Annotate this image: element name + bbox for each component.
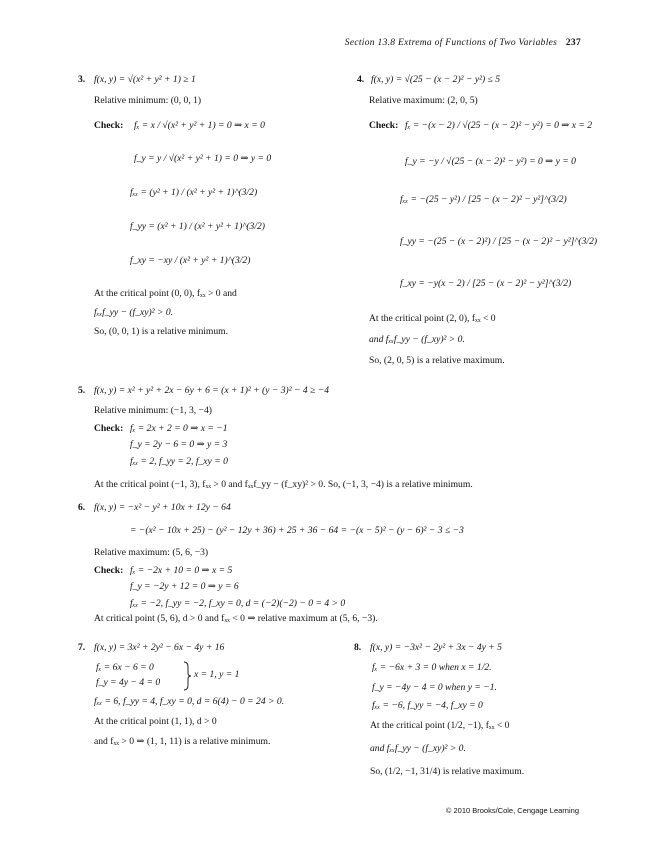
problem-8-conclusion: So, (1/2, −1, 31/4) is relative maximum.	[370, 766, 525, 777]
problem-6-result: Relative maximum: (5, 6, −3)	[94, 547, 209, 558]
problem-7-critical-point: x = 1, y = 1	[194, 669, 240, 680]
problem-5-fy: f_y = 2y − 6 = 0 ⇒ y = 3	[130, 439, 228, 450]
problem-3-fyy: f_yy = (x² + 1) / (x² + y² + 1)^(3/2)	[130, 221, 265, 232]
problem-4-fyy: f_yy = −(25 − (x − 2)²) / [25 − (x − 2)² − y²]^(3/2)	[400, 236, 598, 247]
problem-7-second: fₓₓ = 6, f_yy = 4, f_xy = 0, d = 6(4) − 0 = 24 > 0.	[94, 696, 285, 707]
problem-3-result: Relative minimum: (0, 0, 1)	[94, 95, 202, 106]
problem-7-fx: fₓ = 6x − 6 = 0	[96, 662, 154, 673]
problem-4-fx: fₓ = −(x − 2) / √(25 − (x − 2)² − y²) = 0 ⇒ x = 2	[405, 120, 593, 131]
problem-7-fy: f_y = 4y − 4 = 0	[96, 677, 161, 688]
problem-4-fy: f_y = −y / √(25 − (x − 2)² − y²) = 0 ⇒ y = 0	[405, 156, 576, 167]
problem-7-conclusion: and fₓₓ > 0 ⇒ (1, 1, 11) is a relative minimum.	[94, 736, 271, 747]
problem-4-check-label: Check:	[369, 120, 399, 131]
page-number: 237	[565, 38, 581, 48]
problem-3-line7: fₓₓf_yy − (f_xy)² > 0.	[94, 307, 174, 318]
section-title: Section 13.8 Extrema of Functions of Two Variables	[344, 38, 558, 48]
problem-4-line7: and fₓₓf_yy − (f_xy)² > 0.	[369, 334, 465, 345]
problem-5-number: 5.	[78, 385, 86, 396]
problem-4-fxy: f_xy = −y(x − 2) / [25 − (x − 2)² − y²]^(3/2)	[400, 278, 572, 289]
problem-7-line4: At the critical point (1, 1), d > 0	[94, 716, 217, 727]
problem-3-fxx: fₓₓ = (y² + 1) / (x² + y² + 1)^(3/2)	[130, 187, 258, 198]
running-header	[345, 38, 581, 48]
problem-5-fx: fₓ = 2x + 2 = 0 ⇒ x = −1	[130, 423, 228, 434]
problem-6-function-expanded: = −(x² − 10x + 25) − (y² − 12y + 36) + 25 + 36 − 64 = −(x − 5)² − (y − 6)² − 3 ≤ −3	[130, 525, 464, 536]
problem-3-fy: f_y = y / √(x² + y² + 1) = 0 ⇒ y = 0	[134, 153, 272, 164]
problem-6-check-label: Check:	[94, 565, 124, 576]
problem-8-fx: fₓ = −6x + 3 = 0 when x = 1/2.	[372, 662, 492, 673]
problem-3-conclusion: So, (0, 0, 1) is a relative minimum.	[94, 326, 229, 337]
problem-8-number: 8.	[354, 642, 362, 653]
problem-3-line6: At the critical point (0, 0), fₓₓ > 0 and	[94, 288, 237, 299]
problem-7-function: f(x, y) = 3x² + 2y² − 6x − 4y + 16	[94, 642, 225, 653]
problem-3-fx: fₓ = x / √(x² + y² + 1) = 0 ⇒ x = 0	[134, 120, 265, 131]
problem-4-line6: At the critical point (2, 0), fₓₓ < 0	[369, 313, 496, 324]
problem-5-function: f(x, y) = x² + y² + 2x − 6y + 6 = (x + 1)² + (y − 3)² − 4 ≥ −4	[94, 385, 330, 396]
problem-8-line4: At the critical point (1/2, −1), fₓₓ < 0	[370, 720, 510, 731]
problem-5-second: fₓₓ = 2, f_yy = 2, f_xy = 0	[130, 456, 228, 467]
problem-5-conclusion: At the critical point (−1, 3), fₓₓ > 0 and fₓₓf_yy − (f_xy)² > 0. So, (−1, 3, −4) is a relative minimum.	[94, 479, 473, 490]
problem-3-number: 3.	[78, 74, 86, 85]
problem-4-fxx: fₓₓ = −(25 − y²) / [25 − (x − 2)² − y²]^(3/2)	[400, 194, 567, 205]
problem-4-number: 4.	[357, 74, 365, 85]
problem-7-number: 7.	[78, 642, 86, 653]
problem-6-number: 6.	[78, 502, 86, 513]
problem-8-function: f(x, y) = −3x² − 2y² + 3x − 4y + 5	[370, 642, 502, 653]
problem-3-function: f(x, y) = √(x² + y² + 1) ≥ 1	[94, 74, 196, 85]
brace-icon	[182, 661, 192, 691]
problem-6-function: f(x, y) = −x² − y² + 10x + 12y − 64	[94, 502, 231, 513]
problem-6-fx: fₓ = −2x + 10 = 0 ⇒ x = 5	[130, 565, 233, 576]
copyright-footer: © 2010 Brooks/Cole, Cengage Learning	[445, 806, 579, 815]
problem-8-second: fₓₓ = −6, f_yy = −4, f_xy = 0	[372, 700, 483, 711]
problem-8-fy: f_y = −4y − 4 = 0 when y = −1.	[372, 682, 497, 693]
problem-4-conclusion: So, (2, 0, 5) is a relative maximum.	[369, 355, 505, 366]
problem-6-second: fₓₓ = −2, f_yy = −2, f_xy = 0, d = (−2)(−2) − 0 = 4 > 0	[130, 598, 346, 609]
problem-6-conclusion: At critical point (5, 6), d > 0 and fₓₓ < 0 ⇒ relative maximum at (5, 6, −3).	[94, 613, 378, 624]
problem-3-fxy: f_xy = −xy / (x² + y² + 1)^(3/2)	[130, 255, 251, 266]
problem-8-line5: and fₓₓf_yy − (f_xy)² > 0.	[370, 743, 466, 754]
problem-5-check-label: Check:	[94, 423, 124, 434]
problem-6-fy: f_y = −2y + 12 = 0 ⇒ y = 6	[130, 581, 239, 592]
problem-4-function: f(x, y) = √(25 − (x − 2)² − y²) ≤ 5	[371, 74, 501, 85]
problem-4-result: Relative maximum: (2, 0, 5)	[369, 95, 478, 106]
problem-5-result: Relative minimum: (−1, 3, −4)	[94, 405, 212, 416]
problem-3-check-label: Check:	[94, 120, 124, 131]
